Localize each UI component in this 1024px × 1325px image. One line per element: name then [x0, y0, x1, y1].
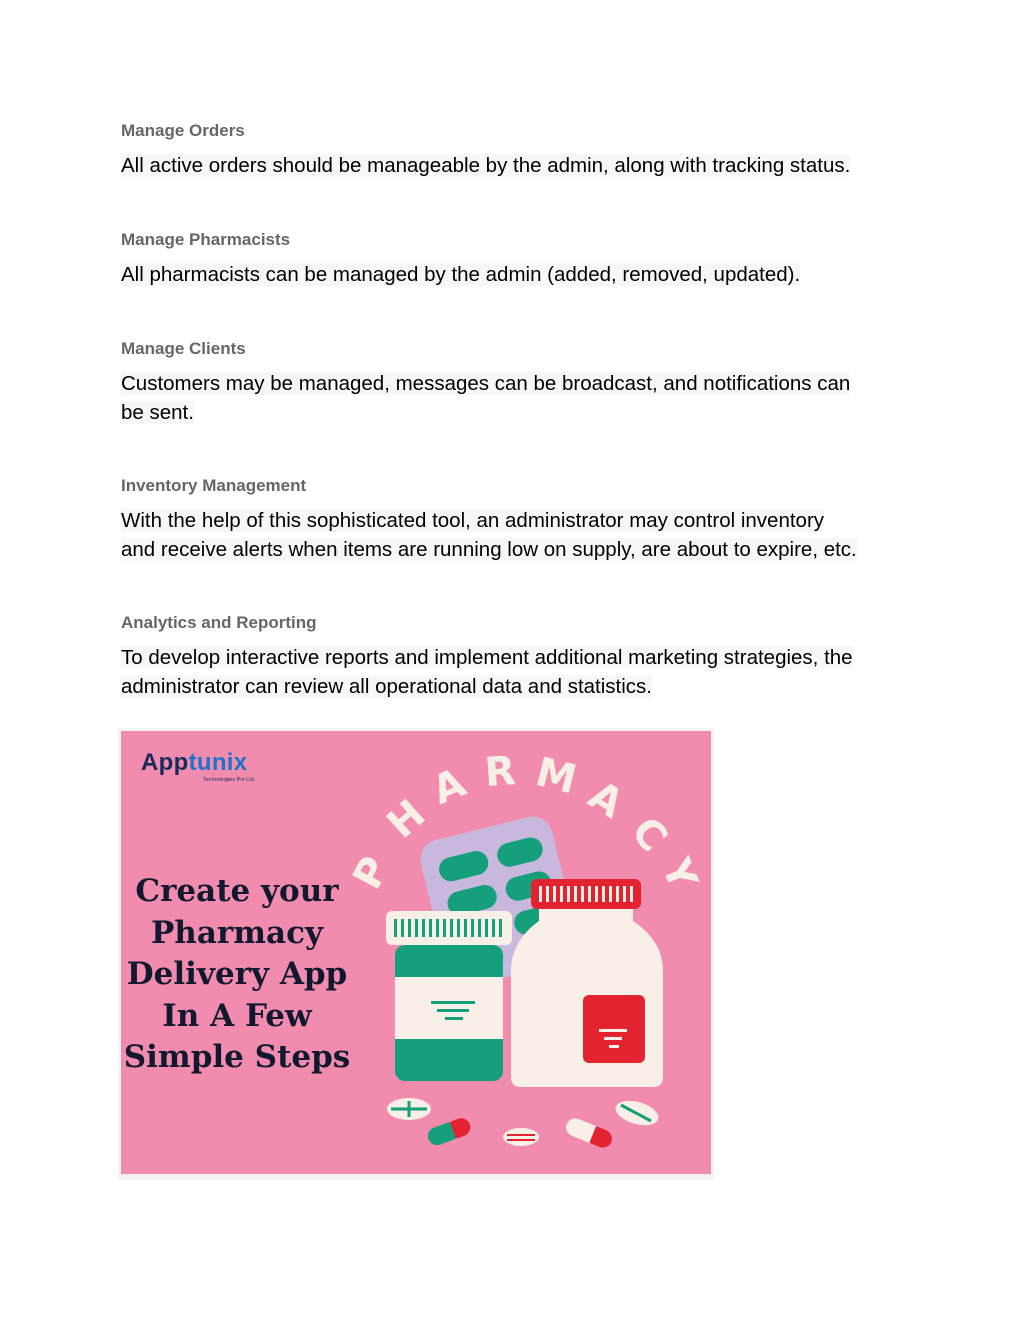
- section-body-text: All active orders should be manageable by the admin, along with tracking status.: [121, 154, 851, 177]
- section-body-line: and receive alerts when items are running low on supply, are about to expire, etc.: [121, 538, 857, 561]
- arc-letter: A: [580, 772, 632, 828]
- green-bottle-icon: [386, 911, 512, 1081]
- arc-letter: A: [426, 759, 473, 815]
- logo-letter-a: A: [141, 749, 159, 776]
- logo-letters-pp: pp: [158, 749, 189, 776]
- logo-wordmark: [141, 749, 247, 776]
- section-body-line: Customers may be managed, messages can be broadcast, and notifications can: [121, 372, 851, 395]
- headline-line: Delivery App: [126, 956, 348, 992]
- section-heading: Manage Orders: [121, 121, 245, 140]
- section-manage-pharmacists: [121, 230, 911, 289]
- section-body-line: be sent.: [121, 401, 194, 424]
- arc-letter: H: [378, 791, 435, 848]
- section-body: [121, 369, 911, 427]
- headline-line: In A Few: [162, 997, 312, 1034]
- section-inventory-management: [121, 476, 911, 564]
- arc-letter: M: [531, 749, 582, 804]
- section-manage-orders: [121, 121, 911, 180]
- apptunix-logo: [141, 749, 256, 783]
- arc-letter: Y: [652, 852, 706, 897]
- section-body-text: All pharmacists can be managed by the admin (added, removed, updated).: [121, 263, 801, 286]
- section-heading: Analytics and Reporting: [121, 613, 317, 632]
- banner-headline: [121, 871, 353, 1079]
- section-body: [121, 260, 911, 289]
- section-heading: Inventory Management: [121, 476, 307, 495]
- pills-icon: [387, 1096, 661, 1150]
- section-body-line: With the help of this sophisticated tool, an administrator may control inventory: [121, 509, 825, 532]
- section-analytics-reporting: [121, 613, 911, 701]
- headline-line: Simple Steps: [123, 1039, 351, 1075]
- arc-letter: P: [344, 849, 399, 897]
- section-heading: Manage Clients: [121, 339, 246, 358]
- logo-subtitle: Technologies Pvt Ltd.: [203, 777, 256, 783]
- arc-letter: R: [483, 748, 518, 797]
- headline-line: Pharmacy: [150, 914, 324, 951]
- headline-line: Create your: [135, 873, 339, 909]
- section-manage-clients: [121, 339, 911, 427]
- section-body: [121, 151, 911, 180]
- section-body: [121, 506, 911, 564]
- section-body-line: To develop interactive reports and implement additional marketing strategies, the: [121, 646, 853, 669]
- arc-letter: C: [621, 808, 677, 861]
- section-body-line: administrator can review all operational data and statistics.: [121, 675, 652, 698]
- pharmacy-banner-image: [121, 731, 711, 1174]
- section-body: [121, 643, 911, 701]
- section-heading: Manage Pharmacists: [121, 230, 291, 249]
- logo-letters-tunix: tunix: [188, 749, 248, 776]
